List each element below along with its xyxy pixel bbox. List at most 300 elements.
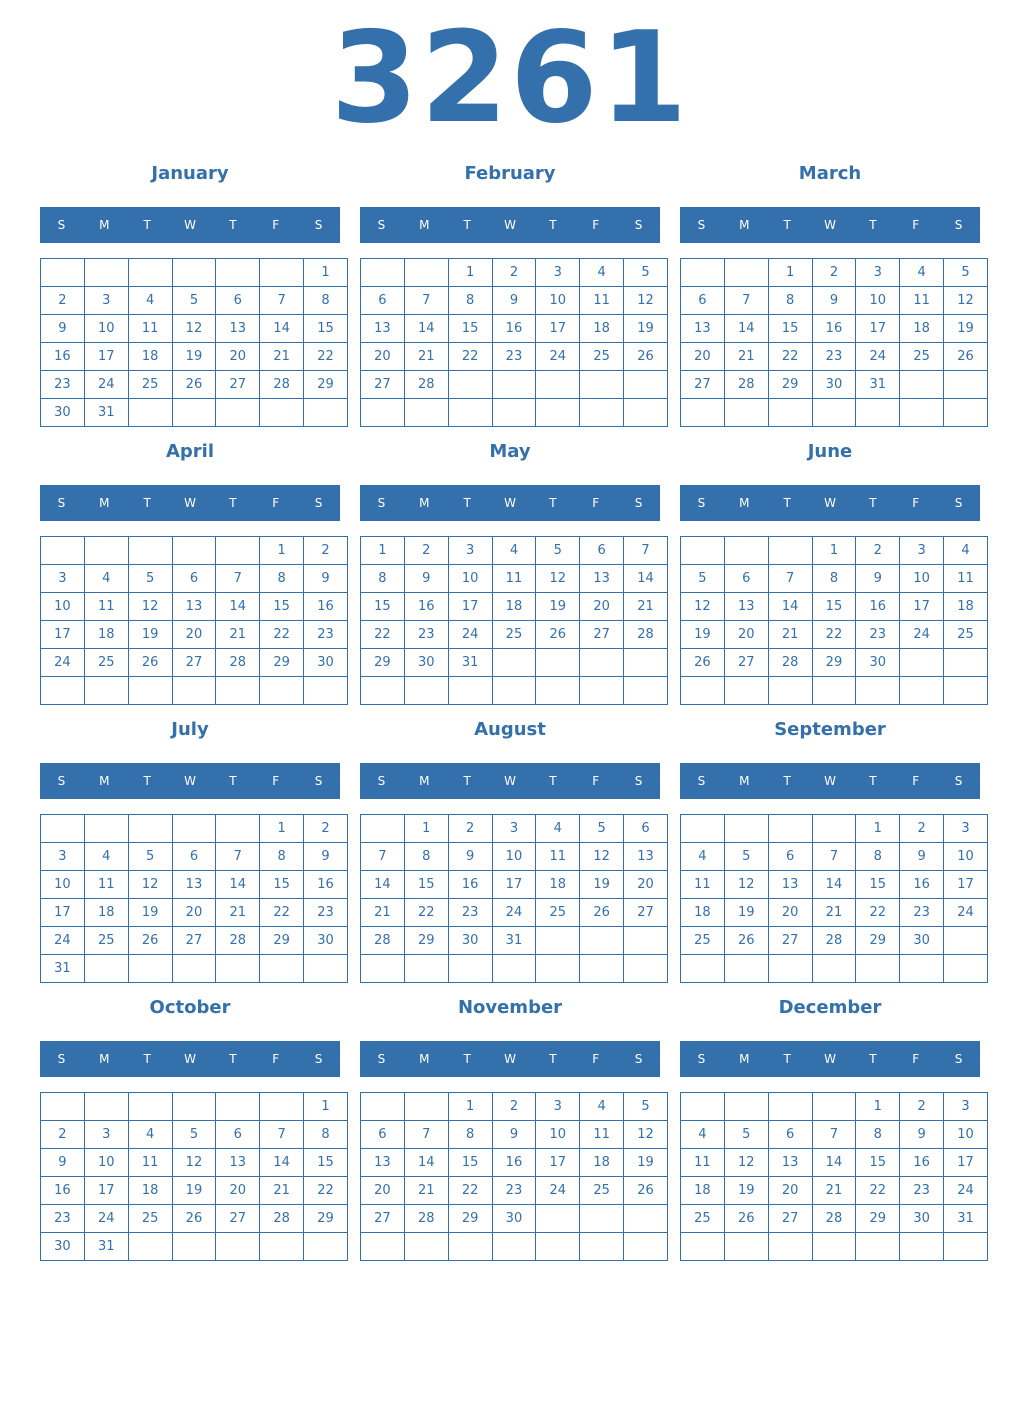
day-cell: 19 — [128, 621, 172, 649]
day-cell: 9 — [41, 1149, 85, 1177]
day-cell: 24 — [900, 621, 944, 649]
day-cell: 28 — [216, 649, 260, 677]
empty-day-cell — [361, 399, 405, 427]
day-cell: 9 — [812, 287, 856, 315]
day-cell: 9 — [492, 287, 536, 315]
day-cell: 21 — [216, 899, 260, 927]
day-cell: 9 — [304, 843, 348, 871]
day-cell: 26 — [172, 371, 216, 399]
day-cell: 6 — [768, 1121, 812, 1149]
weekday-label: W — [184, 1052, 196, 1066]
day-cell: 21 — [768, 621, 812, 649]
weekday-header — [680, 207, 980, 243]
weekday-label: M — [99, 218, 110, 232]
day-cell: 27 — [172, 649, 216, 677]
day-cell: 18 — [580, 1149, 624, 1177]
day-cell: 25 — [681, 1205, 725, 1233]
empty-day-cell — [724, 399, 768, 427]
day-grid — [360, 814, 668, 983]
day-cell: 7 — [404, 287, 448, 315]
empty-day-cell — [768, 537, 812, 565]
day-cell: 2 — [812, 259, 856, 287]
day-grid — [680, 814, 988, 983]
empty-day-cell — [812, 677, 856, 705]
empty-day-cell — [448, 955, 492, 983]
empty-day-cell — [724, 537, 768, 565]
day-cell: 26 — [724, 927, 768, 955]
day-cell: 9 — [856, 565, 900, 593]
day-cell: 10 — [41, 593, 85, 621]
empty-day-cell — [216, 1233, 260, 1261]
day-cell: 13 — [580, 565, 624, 593]
empty-day-cell — [768, 677, 812, 705]
weekday-header — [360, 1041, 660, 1077]
empty-day-cell — [404, 399, 448, 427]
weekday-header — [360, 485, 660, 521]
day-cell: 25 — [580, 1177, 624, 1205]
week-row — [361, 843, 668, 871]
empty-day-cell — [361, 1233, 405, 1261]
week-row — [361, 955, 668, 983]
day-cell: 18 — [681, 1177, 725, 1205]
day-cell: 20 — [361, 343, 405, 371]
day-cell: 16 — [492, 1149, 536, 1177]
day-cell: 2 — [492, 1093, 536, 1121]
empty-day-cell — [624, 927, 668, 955]
week-row — [361, 565, 668, 593]
day-cell: 8 — [304, 287, 348, 315]
day-cell: 11 — [128, 315, 172, 343]
empty-day-cell — [216, 399, 260, 427]
day-grid — [680, 536, 988, 705]
empty-day-cell — [580, 677, 624, 705]
day-cell: 5 — [128, 565, 172, 593]
empty-day-cell — [84, 677, 128, 705]
week-row — [361, 371, 668, 399]
day-grid — [360, 258, 668, 427]
week-row — [41, 1121, 348, 1149]
day-cell: 16 — [856, 593, 900, 621]
day-cell: 10 — [900, 565, 944, 593]
day-cell: 29 — [768, 371, 812, 399]
weekday-label: S — [954, 496, 963, 510]
empty-day-cell — [84, 259, 128, 287]
day-cell: 29 — [304, 1205, 348, 1233]
day-cell: 27 — [768, 1205, 812, 1233]
day-cell: 1 — [448, 1093, 492, 1121]
day-cell: 9 — [304, 565, 348, 593]
day-cell: 14 — [260, 315, 304, 343]
week-row — [361, 343, 668, 371]
empty-day-cell — [41, 1093, 85, 1121]
month-name: July — [171, 719, 209, 740]
empty-day-cell — [404, 677, 448, 705]
empty-day-cell — [900, 371, 944, 399]
day-cell: 13 — [216, 315, 260, 343]
week-row — [681, 537, 988, 565]
empty-day-cell — [536, 1233, 580, 1261]
day-cell: 17 — [41, 621, 85, 649]
day-cell: 11 — [944, 565, 988, 593]
day-cell: 15 — [304, 315, 348, 343]
day-cell: 5 — [724, 1121, 768, 1149]
week-row — [361, 593, 668, 621]
month-name: August — [474, 719, 546, 740]
week-row — [361, 1205, 668, 1233]
day-cell: 10 — [944, 1121, 988, 1149]
day-cell: 18 — [84, 621, 128, 649]
empty-day-cell — [536, 677, 580, 705]
week-row — [681, 843, 988, 871]
week-row — [41, 621, 348, 649]
empty-day-cell — [624, 677, 668, 705]
day-cell: 31 — [944, 1205, 988, 1233]
empty-day-cell — [944, 927, 988, 955]
day-cell: 10 — [41, 871, 85, 899]
empty-day-cell — [216, 1093, 260, 1121]
empty-day-cell — [944, 677, 988, 705]
empty-day-cell — [724, 677, 768, 705]
day-cell: 31 — [856, 371, 900, 399]
empty-day-cell — [304, 1233, 348, 1261]
day-cell: 28 — [812, 1205, 856, 1233]
day-cell: 4 — [681, 843, 725, 871]
weekday-label: W — [184, 774, 196, 788]
day-cell: 11 — [536, 843, 580, 871]
empty-day-cell — [260, 955, 304, 983]
empty-day-cell — [448, 677, 492, 705]
empty-day-cell — [361, 1093, 405, 1121]
day-cell: 6 — [216, 287, 260, 315]
empty-day-cell — [624, 955, 668, 983]
day-grid — [40, 1092, 348, 1261]
weekday-label: T — [143, 1052, 151, 1066]
day-cell: 3 — [536, 259, 580, 287]
empty-day-cell — [492, 649, 536, 677]
day-cell: 10 — [448, 565, 492, 593]
day-cell: 16 — [304, 871, 348, 899]
day-cell: 26 — [624, 343, 668, 371]
day-cell: 26 — [172, 1205, 216, 1233]
week-row — [41, 677, 348, 705]
weekday-label: W — [504, 774, 516, 788]
empty-day-cell — [172, 677, 216, 705]
day-cell: 17 — [448, 593, 492, 621]
empty-day-cell — [768, 815, 812, 843]
week-row — [361, 927, 668, 955]
day-cell: 15 — [260, 593, 304, 621]
day-cell: 23 — [856, 621, 900, 649]
day-cell: 6 — [172, 565, 216, 593]
day-cell: 22 — [304, 1177, 348, 1205]
day-cell: 17 — [944, 871, 988, 899]
day-cell: 16 — [492, 315, 536, 343]
week-row — [41, 343, 348, 371]
day-cell: 16 — [900, 871, 944, 899]
empty-day-cell — [41, 677, 85, 705]
day-cell: 1 — [812, 537, 856, 565]
day-cell: 21 — [624, 593, 668, 621]
day-cell: 20 — [580, 593, 624, 621]
day-cell: 15 — [361, 593, 405, 621]
day-cell: 24 — [41, 927, 85, 955]
day-cell: 23 — [492, 1177, 536, 1205]
day-grid — [680, 258, 988, 427]
day-cell: 25 — [492, 621, 536, 649]
day-cell: 5 — [172, 287, 216, 315]
week-row — [681, 1149, 988, 1177]
day-cell: 11 — [681, 871, 725, 899]
day-cell: 6 — [768, 843, 812, 871]
day-cell: 17 — [944, 1149, 988, 1177]
weekday-label: T — [783, 774, 791, 788]
day-cell: 10 — [84, 1149, 128, 1177]
day-cell: 30 — [812, 371, 856, 399]
weekday-label: M — [99, 496, 110, 510]
empty-day-cell — [944, 649, 988, 677]
day-cell: 29 — [361, 649, 405, 677]
weekday-label: W — [824, 496, 836, 510]
day-cell: 16 — [812, 315, 856, 343]
day-cell: 26 — [724, 1205, 768, 1233]
weekday-label: W — [824, 774, 836, 788]
weekday-header — [40, 1041, 340, 1077]
day-cell: 7 — [361, 843, 405, 871]
day-cell: 8 — [856, 843, 900, 871]
weekday-label: T — [783, 496, 791, 510]
day-cell: 30 — [304, 649, 348, 677]
month-name: March — [798, 163, 862, 184]
day-cell: 16 — [304, 593, 348, 621]
week-row — [41, 1093, 348, 1121]
day-cell: 27 — [216, 371, 260, 399]
day-cell: 17 — [41, 899, 85, 927]
empty-day-cell — [900, 955, 944, 983]
day-cell: 7 — [404, 1121, 448, 1149]
day-cell: 12 — [624, 287, 668, 315]
day-cell: 30 — [41, 1233, 85, 1261]
week-row — [681, 1233, 988, 1261]
day-cell: 8 — [768, 287, 812, 315]
day-cell: 19 — [624, 315, 668, 343]
week-row — [361, 1233, 668, 1261]
week-row — [41, 649, 348, 677]
day-cell: 15 — [304, 1149, 348, 1177]
day-cell: 20 — [724, 621, 768, 649]
day-cell: 25 — [84, 927, 128, 955]
day-cell: 9 — [404, 565, 448, 593]
week-row — [41, 843, 348, 871]
day-cell: 2 — [856, 537, 900, 565]
empty-day-cell — [492, 955, 536, 983]
day-cell: 28 — [768, 649, 812, 677]
day-cell: 30 — [856, 649, 900, 677]
day-cell: 15 — [768, 315, 812, 343]
day-cell: 5 — [128, 843, 172, 871]
day-cell: 26 — [580, 899, 624, 927]
day-cell: 13 — [768, 871, 812, 899]
day-cell: 27 — [580, 621, 624, 649]
day-cell: 15 — [448, 315, 492, 343]
day-cell: 4 — [536, 815, 580, 843]
weekday-label: S — [697, 218, 706, 232]
day-cell: 20 — [172, 899, 216, 927]
day-cell: 8 — [361, 565, 405, 593]
weekday-header — [680, 763, 980, 799]
day-cell: 9 — [900, 1121, 944, 1149]
weekday-label: S — [954, 218, 963, 232]
day-cell: 31 — [41, 955, 85, 983]
day-cell: 25 — [84, 649, 128, 677]
empty-day-cell — [768, 1093, 812, 1121]
day-grid — [360, 536, 668, 705]
year-title: 3261 — [330, 4, 690, 151]
week-row — [41, 593, 348, 621]
day-cell: 3 — [856, 259, 900, 287]
day-cell: 12 — [536, 565, 580, 593]
week-row — [681, 371, 988, 399]
day-cell: 14 — [404, 1149, 448, 1177]
empty-day-cell — [681, 1233, 725, 1261]
day-grid — [680, 1092, 988, 1261]
week-row — [361, 259, 668, 287]
day-cell: 23 — [900, 899, 944, 927]
day-cell: 29 — [304, 371, 348, 399]
day-cell: 2 — [304, 537, 348, 565]
day-cell: 9 — [900, 843, 944, 871]
day-cell: 24 — [536, 343, 580, 371]
day-cell: 28 — [812, 927, 856, 955]
day-cell: 26 — [624, 1177, 668, 1205]
day-cell: 10 — [492, 843, 536, 871]
day-grid — [40, 258, 348, 427]
empty-day-cell — [812, 399, 856, 427]
day-cell: 29 — [812, 649, 856, 677]
month-name: May — [489, 441, 531, 462]
day-cell: 19 — [172, 1177, 216, 1205]
day-cell: 25 — [900, 343, 944, 371]
day-cell: 29 — [448, 1205, 492, 1233]
empty-day-cell — [724, 1093, 768, 1121]
weekday-label: W — [824, 1052, 836, 1066]
empty-day-cell — [260, 1093, 304, 1121]
day-cell: 11 — [580, 287, 624, 315]
day-cell: 23 — [448, 899, 492, 927]
day-cell: 6 — [216, 1121, 260, 1149]
weekday-label: T — [229, 218, 237, 232]
day-cell: 22 — [304, 343, 348, 371]
empty-day-cell — [681, 537, 725, 565]
weekday-label: M — [739, 496, 750, 510]
weekday-label: F — [592, 1052, 600, 1066]
empty-day-cell — [944, 955, 988, 983]
day-cell: 1 — [404, 815, 448, 843]
day-cell: 19 — [580, 871, 624, 899]
empty-day-cell — [128, 1093, 172, 1121]
day-cell: 23 — [900, 1177, 944, 1205]
month-name: June — [807, 441, 853, 462]
day-cell: 2 — [492, 259, 536, 287]
day-cell: 7 — [216, 843, 260, 871]
weekday-label: F — [592, 496, 600, 510]
week-row — [361, 677, 668, 705]
day-cell: 13 — [681, 315, 725, 343]
day-cell: 8 — [304, 1121, 348, 1149]
day-cell: 3 — [84, 1121, 128, 1149]
day-cell: 15 — [856, 1149, 900, 1177]
empty-day-cell — [84, 955, 128, 983]
day-cell: 29 — [260, 649, 304, 677]
empty-day-cell — [128, 1233, 172, 1261]
day-cell: 12 — [172, 1149, 216, 1177]
weekday-label: S — [697, 496, 706, 510]
weekday-label: T — [143, 496, 151, 510]
day-cell: 28 — [260, 371, 304, 399]
weekday-label: M — [99, 774, 110, 788]
day-cell: 28 — [404, 371, 448, 399]
empty-day-cell — [172, 537, 216, 565]
day-cell: 30 — [448, 927, 492, 955]
empty-day-cell — [260, 259, 304, 287]
day-cell: 12 — [724, 1149, 768, 1177]
empty-day-cell — [448, 371, 492, 399]
day-cell: 21 — [260, 1177, 304, 1205]
day-cell: 12 — [128, 871, 172, 899]
empty-day-cell — [361, 677, 405, 705]
day-cell: 18 — [536, 871, 580, 899]
empty-day-cell — [536, 955, 580, 983]
weekday-label: S — [954, 774, 963, 788]
day-cell: 1 — [768, 259, 812, 287]
empty-day-cell — [724, 955, 768, 983]
day-cell: 20 — [216, 1177, 260, 1205]
weekday-label: S — [377, 496, 386, 510]
week-row — [41, 899, 348, 927]
week-row — [41, 1149, 348, 1177]
day-cell: 27 — [724, 649, 768, 677]
empty-day-cell — [216, 815, 260, 843]
day-cell: 20 — [361, 1177, 405, 1205]
day-cell: 5 — [724, 843, 768, 871]
empty-day-cell — [404, 955, 448, 983]
day-cell: 4 — [84, 565, 128, 593]
day-cell: 18 — [900, 315, 944, 343]
day-cell: 4 — [580, 1093, 624, 1121]
day-cell: 22 — [260, 899, 304, 927]
weekday-label: M — [419, 774, 430, 788]
week-row — [361, 1121, 668, 1149]
day-cell: 8 — [448, 1121, 492, 1149]
day-cell: 21 — [812, 1177, 856, 1205]
day-cell: 4 — [128, 1121, 172, 1149]
week-row — [41, 399, 348, 427]
day-cell: 16 — [900, 1149, 944, 1177]
day-cell: 5 — [624, 1093, 668, 1121]
day-cell: 2 — [41, 287, 85, 315]
day-cell: 1 — [260, 537, 304, 565]
week-row — [361, 1149, 668, 1177]
week-row — [681, 649, 988, 677]
day-cell: 15 — [260, 871, 304, 899]
day-cell: 8 — [260, 843, 304, 871]
day-cell: 21 — [404, 343, 448, 371]
day-cell: 14 — [361, 871, 405, 899]
day-cell: 23 — [492, 343, 536, 371]
day-cell: 14 — [404, 315, 448, 343]
day-cell: 11 — [492, 565, 536, 593]
week-row — [681, 899, 988, 927]
empty-day-cell — [900, 649, 944, 677]
